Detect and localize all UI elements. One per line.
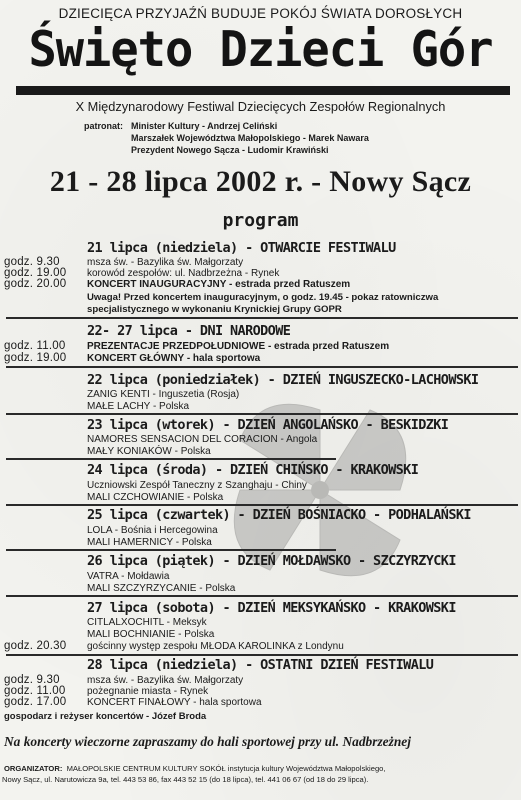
- event-time: godz. 9.30: [4, 674, 60, 686]
- event-time: godz. 20.30: [4, 640, 67, 652]
- footer-organizer: [4, 764, 386, 773]
- day-heading: 22 lipca (poniedziałek) - DZIEŃ INGUSZECKO-LACHOWSKI: [87, 372, 479, 388]
- event-line: NAMORES SENSACION DEL CORACION - Angola: [87, 434, 318, 445]
- event-line: MAŁY KONIAKÓW - Polska: [87, 446, 211, 457]
- event-line: korowód zespołów: ul. Nadbrzeżna - Rynek: [87, 268, 280, 279]
- event-line: KONCERT FINAŁOWY - hala sportowa: [87, 697, 262, 708]
- event-line: gościnny występ zespołu MŁODA KAROLINKA z Londynu: [87, 641, 344, 652]
- section-divider: [6, 458, 336, 460]
- event-line: VATRA - Mołdawia: [87, 571, 170, 582]
- festival-dates: 21 - 28 lipca 2002 r. - Nowy Sącz: [49, 165, 472, 198]
- event-line: msza św. - Bazylika św. Małgorzaty: [87, 675, 244, 686]
- event-time: godz. 17.00: [4, 696, 67, 708]
- event-line: PREZENTACJE PRZEDPOŁUDNIOWE - estrada przed Ratuszem: [87, 341, 390, 352]
- event-time: godz. 11.00: [4, 340, 66, 352]
- section-divider: [6, 504, 518, 506]
- event-line: pożegnanie miasta - Rynek: [87, 686, 209, 697]
- day-heading: 21 lipca (niedziela) - OTWARCIE FESTIWALU: [87, 240, 396, 256]
- event-line: MALI BOCHNIANIE - Polska: [87, 629, 215, 640]
- event-line: CITLALXOCHITL - Meksyk: [87, 617, 207, 628]
- program-heading: program: [222, 210, 299, 231]
- patron-item: Marszałek Województwa Małopolskiego - Marek Nawara: [131, 133, 369, 143]
- patron-item: Prezydent Nowego Sącza - Ludomir Krawiński: [131, 145, 329, 155]
- director-credit: gospodarz i reżyser koncertów - Józef Broda: [4, 711, 207, 722]
- day-heading: 28 lipca (niedziela) - OSTATNI DZIEŃ FESTIWALU: [87, 657, 434, 673]
- day-heading: 24 lipca (środa) - DZIEŃ CHIŃSKO - KRAKOWSKI: [87, 462, 419, 478]
- event-line: MALI HAMERNICY - Polska: [87, 537, 212, 548]
- event-time: godz. 19.00: [4, 267, 67, 279]
- event-note: specjalistycznego w wykonaniu Krynickiej Grupy GOPR: [87, 304, 342, 315]
- event-note: Uwaga! Przed koncertem inauguracyjnym, o godz. 19.45 - pokaz ratowniczwa: [87, 292, 439, 303]
- patronage-label: patronat:: [84, 121, 123, 131]
- event-time: godz. 20.00: [4, 278, 67, 290]
- patron-item: Minister Kultury - Andrzej Celiński: [131, 121, 278, 131]
- event-line: LOLA - Bośnia i Hercegowina: [87, 525, 218, 536]
- event-line: Uczniowski Zespół Taneczny z Szanghaju - Chiny: [87, 480, 307, 491]
- footer-line: MAŁOPOLSKIE CENTRUM KULTURY SOKÓŁ instytucja kultury Województwa Małopolskiego,: [66, 764, 386, 773]
- event-line: MALI SZCZYRZYCANIE - Polska: [87, 583, 236, 594]
- section-divider: [6, 595, 518, 597]
- section-divider: [6, 366, 518, 368]
- event-time: godz. 19.00: [4, 352, 67, 364]
- poster-title: Święto Dzieci Gór: [28, 20, 493, 79]
- event-line: KONCERT GŁÓWNY - hala sportowa: [87, 353, 261, 364]
- day-heading: 23 lipca (wtorek) - DZIEŃ ANGOLAŃSKO - BESKIDZKI: [87, 417, 449, 433]
- section-divider: [6, 654, 518, 656]
- footer-label: ORGANIZATOR:: [4, 764, 63, 773]
- event-time: godz. 9.30: [4, 256, 60, 268]
- event-line: ZANIG KENTI - Inguszetia (Rosja): [87, 389, 240, 400]
- section-divider: [6, 413, 518, 415]
- closing-invitation: Na koncerty wieczorne zapraszamy do hali sportowej przy ul. Nadbrzeżnej: [4, 734, 411, 749]
- day-heading: 27 lipca (sobota) - DZIEŃ MEKSYKAŃSKO - KRAKOWSKI: [87, 600, 456, 616]
- festival-subtitle: X Międzynarodowy Festiwal Dziecięcych Zespołów Regionalnych: [75, 99, 446, 114]
- event-line: MAŁE LACHY - Polska: [87, 401, 190, 412]
- title-underline: [16, 86, 510, 95]
- event-line: MALI CZCHOWIANIE - Polska: [87, 492, 224, 503]
- day-heading: 26 lipca (piątek) - DZIEŃ MOŁDAWSKO - SZCZYRZYCKI: [87, 553, 456, 569]
- day-heading: 22- 27 lipca - DNI NARODOWE: [87, 323, 291, 339]
- day-heading: 25 lipca (czwartek) - DZIEŃ BOŚNIACKO - PODHALAŃSKI: [87, 507, 471, 523]
- event-line: KONCERT INAUGURACYJNY - estrada przed Ratuszem: [87, 279, 351, 290]
- footer-address: Nowy Sącz, ul. Narutowicza 9a, tel. 443 53 86, fax 443 52 15 (do 18 lipca), tel. 441 06 67 (od 18 do 29 lipca).: [2, 775, 369, 784]
- section-divider: [6, 549, 336, 551]
- event-line: msza św. - Bazylika św. Małgorzaty: [87, 257, 244, 268]
- section-divider: [6, 317, 518, 319]
- slogan: DZIECIĘCA PRZYJAŹŃ BUDUJE POKÓJ ŚWIATA DOROSŁYCH: [58, 6, 463, 21]
- event-time: godz. 11.00: [4, 685, 66, 697]
